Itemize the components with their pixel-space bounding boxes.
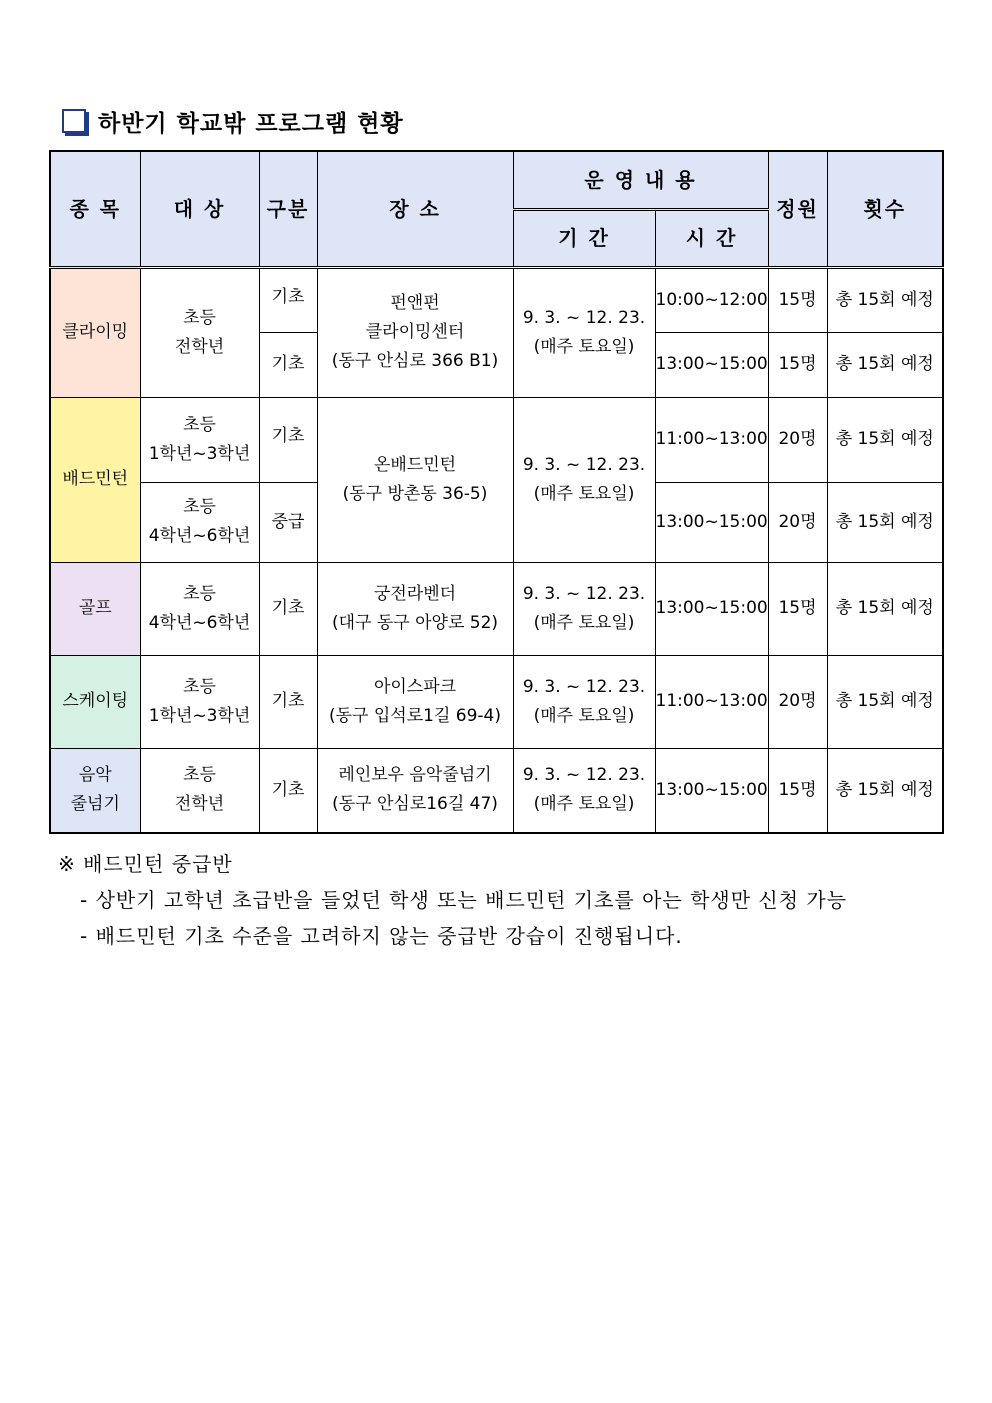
cell-place: 궁전라벤더 (대구 동구 아양로 52) <box>317 562 513 655</box>
header-time: 시 간 <box>655 209 768 267</box>
cell-count: 총 15회 예정 <box>827 655 943 748</box>
cell-sport: 스케이팅 <box>50 655 140 748</box>
cell-level: 중급 <box>259 482 317 562</box>
cell-capacity: 20명 <box>768 482 827 562</box>
cell-sport: 골프 <box>50 562 140 655</box>
cell-sport: 음악 줄넘기 <box>50 748 140 833</box>
cell-target: 초등 1학년~3학년 <box>140 397 259 482</box>
cell-place: 아이스파크 (동구 입석로1길 69-4) <box>317 655 513 748</box>
cell-capacity: 15명 <box>768 562 827 655</box>
cell-count: 총 15회 예정 <box>827 482 943 562</box>
header-operation: 운 영 내 용 <box>513 151 768 209</box>
cell-capacity: 15명 <box>768 332 827 397</box>
notes-item: - 배드민턴 기초 수준을 고려하지 않는 중급반 강습이 진행됩니다. <box>80 924 683 948</box>
cell-time: 13:00~15:00 <box>655 748 768 833</box>
cell-count: 총 15회 예정 <box>827 267 943 332</box>
cell-target: 초등 전학년 <box>140 267 259 397</box>
cell-count: 총 15회 예정 <box>827 562 943 655</box>
header-level: 구분 <box>259 151 317 267</box>
cell-time: 11:00~13:00 <box>655 655 768 748</box>
cell-count: 총 15회 예정 <box>827 332 943 397</box>
header-count: 횟수 <box>827 151 943 267</box>
cell-level: 기초 <box>259 267 317 332</box>
cell-level: 기초 <box>259 397 317 482</box>
cell-sport: 클라이밍 <box>50 267 140 397</box>
cell-level: 기초 <box>259 655 317 748</box>
header-period: 기 간 <box>513 209 655 267</box>
cell-capacity: 15명 <box>768 267 827 332</box>
cell-period: 9. 3. ~ 12. 23. (매주 토요일) <box>513 267 655 397</box>
cell-capacity: 20명 <box>768 655 827 748</box>
title-text: 하반기 학교밖 프로그램 현황 <box>98 110 404 137</box>
cell-time: 13:00~15:00 <box>655 562 768 655</box>
cell-period: 9. 3. ~ 12. 23. (매주 토요일) <box>513 397 655 562</box>
cell-capacity: 20명 <box>768 397 827 482</box>
cell-level: 기초 <box>259 332 317 397</box>
cell-place: 온배드민턴 (동구 방촌동 36-5) <box>317 397 513 562</box>
cell-count: 총 15회 예정 <box>827 748 943 833</box>
cell-time: 10:00~12:00 <box>655 267 768 332</box>
cell-target: 초등 4학년~6학년 <box>140 562 259 655</box>
program-table <box>49 150 944 834</box>
cell-target: 초등 전학년 <box>140 748 259 833</box>
cell-period: 9. 3. ~ 12. 23. (매주 토요일) <box>513 748 655 833</box>
cell-time: 13:00~15:00 <box>655 482 768 562</box>
cell-level: 기초 <box>259 748 317 833</box>
cell-time: 13:00~15:00 <box>655 332 768 397</box>
cell-place: 레인보우 음악줄넘기 (동구 안심로16길 47) <box>317 748 513 833</box>
header-target: 대 상 <box>140 151 259 267</box>
header-capacity: 정원 <box>768 151 827 267</box>
cell-count: 총 15회 예정 <box>827 397 943 482</box>
cell-level: 기초 <box>259 562 317 655</box>
header-sport: 종 목 <box>50 151 140 267</box>
notes-heading: ※ 배드민턴 중급반 <box>58 852 233 876</box>
cell-place: 펀앤펀 클라이밍센터 (동구 안심로 366 B1) <box>317 267 513 397</box>
cell-target: 초등 4학년~6학년 <box>140 482 259 562</box>
notes-section <box>58 846 847 954</box>
header-place: 장 소 <box>317 151 513 267</box>
cell-target: 초등 1학년~3학년 <box>140 655 259 748</box>
cell-capacity: 15명 <box>768 748 827 833</box>
section-title <box>62 104 404 138</box>
checkbox-icon <box>62 109 86 133</box>
cell-sport: 배드민턴 <box>50 397 140 562</box>
cell-period: 9. 3. ~ 12. 23. (매주 토요일) <box>513 562 655 655</box>
notes-item: - 상반기 고학년 초급반을 들었던 학생 또는 배드민턴 기초를 아는 학생만 신청 가능 <box>80 888 848 912</box>
cell-period: 9. 3. ~ 12. 23. (매주 토요일) <box>513 655 655 748</box>
cell-time: 11:00~13:00 <box>655 397 768 482</box>
